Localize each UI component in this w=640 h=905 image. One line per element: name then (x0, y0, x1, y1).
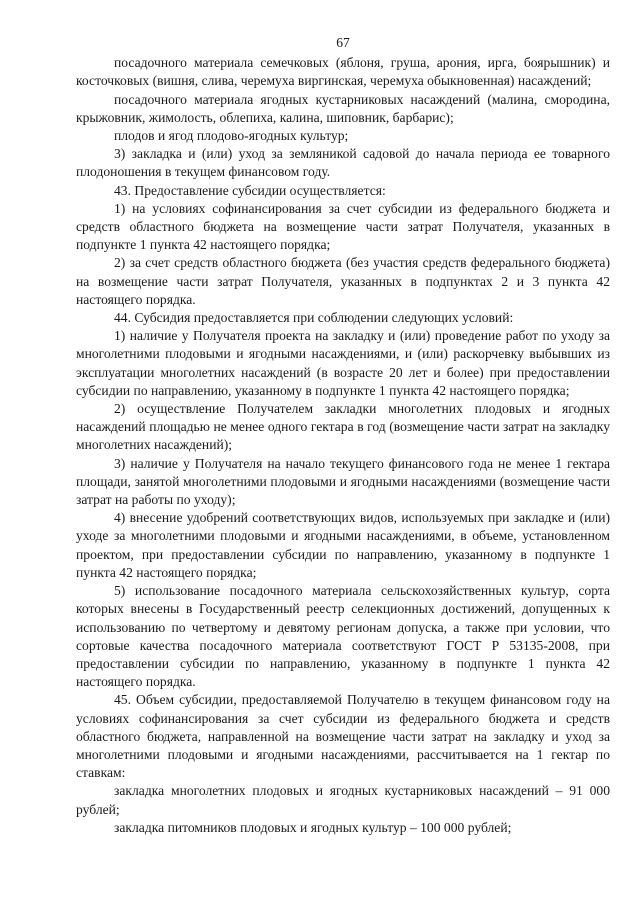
paragraph: 3) закладка и (или) уход за земляникой садовой до начала периода ее товарного плодоношения в текущем финансовом году. (76, 146, 610, 180)
paragraph: закладка питомников плодовых и ягодных культур – 100 000 рублей; (114, 819, 512, 835)
document-page (76, 34, 610, 837)
paragraph: 2) за счет средств областного бюджета (без участия средств федерального бюджета) на возмещение части затрат Получателя, указанных в подпунктах 2 и 3 пункта 42 настоящего порядка. (76, 255, 610, 307)
paragraph: 44. Субсидия предоставляется при соблюдении следующих условий: (114, 310, 514, 326)
paragraph: 2) осуществление Получателем закладки многолетних плодовых и ягодных насаждений площадью не менее одного гектара в год (возмещение части затрат на закладку многолетних насаждений); (76, 401, 610, 453)
paragraph: 45. Объем субсидии, предоставляемой Получателю в текущем финансовом году на условиях софинансирования за счет субсидии из федерального бюджета и средств областного бюджета, направленной на возмещение части затрат на закладку и уход за многолетними плодовыми и ягодными насаждениями, рассчитывается на 1 гектар по ставкам: (76, 692, 610, 781)
paragraph: 1) на условиях софинансирования за счет субсидии из федерального бюджета и средств областного бюджета на возмещение части затрат Получателя, указанных в подпункте 1 пункта 42 настоящего порядка; (76, 200, 610, 253)
paragraph: посадочного материала ягодных кустарниковых насаждений (малина, смородина, крыжовник, жимолость, облепиха, калина, шиповник, барбарис); (76, 91, 610, 125)
paragraph: 4) внесение удобрений соответствующих видов, используемых при закладке и (или) уходе за многолетними плодовыми и ягодными насаждениями, в объеме, установленном проектом, при предоставлении субсидии по направлению, указанному в подпункте 1 пункта 42 настоящего порядка; (76, 510, 610, 580)
paragraph: плодов и ягод плодово-ягодных культур; (114, 128, 349, 144)
page-number: 67 (336, 35, 350, 50)
paragraph: 1) наличие у Получателя проекта на закладку и (или) проведение работ по уходу за многолетними плодовыми и ягодными насаждениями, и (или) раскорчевку выбывших из эксплуатации многолетних насаждений (в возрасте 20 лет и более) при предоставлении субсидии по направлению, указанному в подпункте 1 пункта 42 настоящего порядка; (76, 328, 610, 398)
paragraph: 3) наличие у Получателя на начало текущего финансового года не менее 1 гектара площади, занятой многолетними плодовыми и ягодными насаждениями (возмещение части затрат на работы по уходу); (76, 455, 610, 508)
paragraph: закладка многолетних плодовых и ягодных кустарниковых насаждений – 91 000 рублей; (76, 783, 610, 817)
paragraph: посадочного материала семечковых (яблоня, груша, арония, ирга, боярышник) и косточковых (вишня, слива, черемуха виргинская, черемуха обыкновенная) насаждений; (76, 55, 610, 89)
paragraph: 43. Предоставление субсидии осуществляется: (114, 182, 386, 198)
paragraph: 5) использование посадочного материала сельскохозяйственных культур, сорта которых внесены в Государственный реестр селекционных достижений, допущенных к использованию по четвертому и девятому регионам допуска, а также при условии, что сортовые качества посадочного материала соответствуют ГОСТ Р 53135-2008, при предоставлении субсидии по направлению, указанному в подпункте 1 пункта 42 настоящего порядка. (76, 583, 610, 690)
